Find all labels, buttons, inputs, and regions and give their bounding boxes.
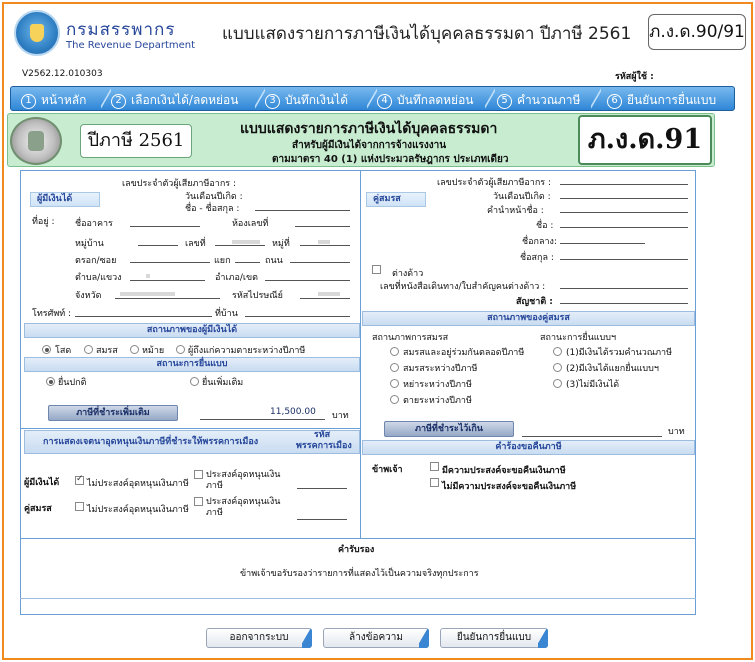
spouse-divorced-radio[interactable] [390,379,399,388]
additional-tax-value[interactable]: 11,500.00 [270,407,316,417]
overpaid-tax-field[interactable] [522,436,662,437]
soi-label: ตรอก/ซอย [75,256,117,266]
spouse-married-during-year-radio[interactable] [390,363,399,372]
filing-normal-label: ยื่นปกติ [58,378,87,388]
nav-step-label: บันทึกลดหย่อน [397,93,474,107]
village-label: หมู่บ้าน [75,239,104,249]
nav-step-label: คำนวณภาษี [517,93,581,107]
nav-separator [367,87,377,110]
province-value[interactable] [120,292,175,296]
department-name-thai: กรมสรรพากร [66,20,176,40]
taxpayer-party-code-field[interactable] [297,488,347,489]
donation-title: การแสดงเจตนาอุดหนุนเงินภาษีที่ชำระให้พรรคการเมือง [43,437,259,447]
spouse-married-all-year-radio[interactable] [390,347,399,356]
marital-single-radio[interactable] [42,345,51,354]
panel-bottom-band [20,598,696,599]
spouse-no-donation-checkbox[interactable] [75,502,84,511]
spouse-dob-field[interactable] [560,198,688,199]
spouse-last-name-field[interactable] [560,259,688,260]
section-divider [20,428,360,429]
house-number-field[interactable] [215,245,265,246]
donation-taxpayer-label: ผู้มีเงินได้ [24,478,60,488]
refund-no-label: ไม่มีความประสงค์จะขอคืนเงินภาษี [442,482,577,492]
nav-step-label: หน้าหลัก [41,93,87,107]
spouse-deceased-label: ตายระหว่างปีภาษี [403,396,472,406]
spouse-no-income-label: (3)ไม่มีเงินได้ [566,380,620,390]
filing-additional-radio[interactable] [190,377,199,386]
home-phone-field[interactable] [245,316,350,317]
banner-title: แบบแสดงรายการภาษีเงินได้บุคคลธรรมดา [240,121,498,137]
spouse-married-all-year-label: สมรสและอยู่ร่วมกันตลอดปีภาษี [403,348,525,358]
spouse-income-separate-radio[interactable] [553,363,562,372]
exit-button[interactable]: ออกจากระบบ [206,628,312,648]
subdistrict-label: ตำบล/แขวง [75,273,122,283]
marital-widowed-radio[interactable] [130,345,139,354]
step-number: 4 [377,94,392,109]
spouse-middle-name-label: ชื่อกลาง: [522,237,557,247]
certify-divider [20,538,696,539]
spouse-income-combined-radio[interactable] [553,347,562,356]
certify-title: คำรับรอง [338,545,375,555]
nav-step-calculate-tax[interactable] [497,91,580,108]
spouse-tin-field[interactable] [560,184,688,185]
taxpayer-name-field[interactable] [255,210,350,211]
spouse-married-during-year-label: สมรสระหว่างปีภาษี [403,364,478,374]
spouse-filing-col-title: สถานะการยื่นแบบฯ [540,333,617,343]
additional-tax-unit: บาท [332,411,349,421]
spouse-donation-checkbox[interactable] [194,497,203,506]
confirm-submission-button[interactable]: ยืนยันการยื่นแบบ [440,628,548,648]
refund-subject-label: ข้าพเจ้า [372,465,403,475]
road-label: ถนน [265,256,283,266]
banner-subtitle-2: ตามมาตรา 40 (1) แห่งประมวลรัษฎากร ประเภทเดียว [272,154,509,165]
refund-yes-label: มีความประสงค์จะขอคืนเงินภาษี [442,466,566,476]
department-name-english: The Revenue Department [66,40,196,51]
additional-tax-label: ภาษีที่ชำระเพิ่มเติม [48,405,178,421]
nationality-field[interactable] [560,303,688,304]
road-field[interactable] [290,262,350,263]
foreigner-checkbox[interactable] [372,265,381,274]
building-label: ชื่ออาคาร [75,219,113,229]
user-id-label: รหัสผู้ใช้ : [615,72,654,82]
nav-separator [101,87,111,110]
marital-deceased-label: ผู้ถึงแก่ความตายระหว่างปีภาษี [188,346,306,356]
page-title: แบบแสดงรายการภาษีเงินได้บุคคลธรรมดา ปีภาษี 2561 [222,24,632,44]
yaek-label: แยก [214,256,231,266]
nav-step-record-deduction[interactable] [377,91,474,108]
room-field[interactable] [295,226,350,227]
banner-subtitle-1: สำหรับผู้มีเงินได้จากการจ้างแรงงาน [292,140,447,151]
additional-tax-field[interactable] [200,419,325,420]
marital-widowed-label: หม้าย [142,346,165,356]
tax-year-box: ปีภาษี 2561 [80,124,192,158]
spouse-income-combined-label: (1)มีเงินได้รวมคำนวณภาษี [566,348,673,358]
marital-married-radio[interactable] [84,345,93,354]
moo-field[interactable] [300,245,350,246]
taxpayer-dob-label: วันเดือนปีเกิด : [185,192,243,202]
soi-field[interactable] [130,262,210,263]
spouse-tin-label: เลขประจำตัวผู้เสียภาษีอากร : [437,178,552,188]
subdistrict-field[interactable] [130,280,205,281]
taxpayer-donation-checkbox[interactable] [194,470,203,479]
foreigner-label: ต่างด้าว [392,269,424,279]
refund-no-checkbox[interactable] [430,478,439,487]
province-field[interactable] [115,298,220,299]
district-field[interactable] [265,280,350,281]
form-code-badge: ภ.ง.ด.90/91 [648,14,746,50]
moo-value[interactable] [318,240,330,244]
nationality-label: สัญชาติ : [516,297,553,307]
taxpayer-no-donation-checkbox[interactable] [75,476,84,485]
house-number-value[interactable] [232,240,260,244]
filing-normal-radio[interactable] [46,377,55,386]
refund-request-header: คำร้องขอคืนภาษี [362,440,695,455]
garuda-seal-icon [10,117,62,165]
spouse-deceased-radio[interactable] [390,395,399,404]
passport-field[interactable] [560,288,688,289]
phone-field[interactable] [75,316,212,317]
spouse-first-name-label: ชื่อ : [536,221,554,231]
spouse-last-name-label: ชื่อสกุล : [520,253,554,263]
postcode-label: รหัสไปรษณีย์ [232,291,283,301]
taxpayer-name-label: ชื่อ - ชื่อสกุล : [185,204,240,214]
nav-separator [591,87,601,110]
home-phone-label: ที่บ้าน [215,309,238,319]
room-label: ห้องเลขที่ [232,219,269,229]
district-label: อำเภอ/เขต [215,273,258,283]
taxpayer-tin-label: เลขประจำตัวผู้เสียภาษีอากร : [122,179,237,189]
filing-additional-label: ยื่นเพิ่มเติม [202,378,244,388]
refund-yes-checkbox[interactable] [430,462,439,471]
nav-step-label: บันทึกเงินได้ [285,93,348,107]
spouse-prefix-label: คำนำหน้าชื่อ : [487,206,544,216]
postcode-value[interactable] [318,292,340,296]
marital-married-label: สมรส [96,346,118,356]
step-number: 6 [607,94,622,109]
address-label: ที่อยู่ : [32,217,55,227]
spouse-middle-name-field[interactable] [560,243,645,244]
form-name-badge: ภ.ง.ด.91 [578,115,712,165]
house-number-label: เลขที่ [185,239,206,249]
spouse-dob-label: วันเดือนปีเกิด : [493,192,551,202]
step-number: 3 [265,94,280,109]
building-field[interactable] [130,226,200,227]
nav-separator [485,87,495,110]
version-label: V2562.12.010303 [22,69,103,79]
taxpayer-no-donation-label: ไม่ประสงค์อุดหนุนเงินภาษี [87,479,189,489]
overpaid-tax-label: ภาษีที่ชำระไว้เกิน [384,421,514,437]
spouse-tag: คู่สมรส [366,192,426,207]
passport-label: เลขที่หนังสือเดินทาง/ใบสำคัญคนต่างด้าว : [380,282,546,292]
nav-step-label: เลือกเงินได้/ลดหย่อน [131,93,239,107]
spouse-donation-label: ประสงค์อุดหนุนเงินภาษี [206,497,281,518]
step-number: 5 [497,94,512,109]
spouse-party-code-field[interactable] [297,519,347,520]
step-number: 2 [111,94,126,109]
clear-button[interactable]: ล้างข้อความ [323,628,429,648]
marital-deceased-radio[interactable] [176,345,185,354]
spouse-no-income-radio[interactable] [553,379,562,388]
nav-step-confirm[interactable] [607,91,716,108]
revenue-department-logo-icon [14,10,60,56]
postcode-field[interactable] [300,298,350,299]
moo-label: หมู่ที่ [272,239,290,249]
province-label: จังหวัด [75,291,102,301]
taxpayer-donation-label: ประสงค์อุดหนุนเงินภาษี [206,470,281,491]
step-number: 1 [21,94,36,109]
phone-label: โทรศัพท์ : [32,309,72,319]
spouse-first-name-field[interactable] [560,227,688,228]
taxpayer-tag: ผู้มีเงินได้ [30,192,100,207]
yaek-field[interactable] [235,262,260,263]
nav-step-label: ยืนยันการยื่นแบบ [627,93,717,107]
spouse-income-separate-label: (2)มีเงินได้แยกยื่นแบบฯ [566,364,659,374]
nav-separator [255,87,265,110]
marital-single-label: โสด [55,346,72,356]
subdistrict-value[interactable] [146,274,150,278]
nav-step-home[interactable] [21,91,86,108]
column-divider [360,170,361,538]
village-field[interactable] [138,245,178,246]
spouse-divorced-label: หย่าระหว่างปีภาษี [403,380,472,390]
spouse-prefix-field[interactable] [560,212,688,213]
donation-spouse-label: คู่สมรส [24,504,52,514]
certify-text: ข้าพเจ้าขอรับรองว่ารายการที่แสดงไว้เป็นความจริงทุกประการ [240,569,479,579]
filing-status-header: สถานะการยื่นแบบ [24,357,360,372]
spouse-no-donation-label: ไม่ประสงค์อุดหนุนเงินภาษี [87,505,189,515]
party-code-header: รหัสพรรคการเมือง [296,430,352,451]
spouse-marital-col-title: สถานภาพการสมรส [372,333,449,343]
nav-step-record-income[interactable] [265,91,348,108]
marital-status-header: สถานภาพของผู้มีเงินได้ [24,323,360,338]
spouse-status-header: สถานภาพของคู่สมรส [362,311,695,326]
step-navigation [10,86,735,111]
nav-step-select-income[interactable] [111,91,238,108]
overpaid-tax-unit: บาท [668,427,685,437]
